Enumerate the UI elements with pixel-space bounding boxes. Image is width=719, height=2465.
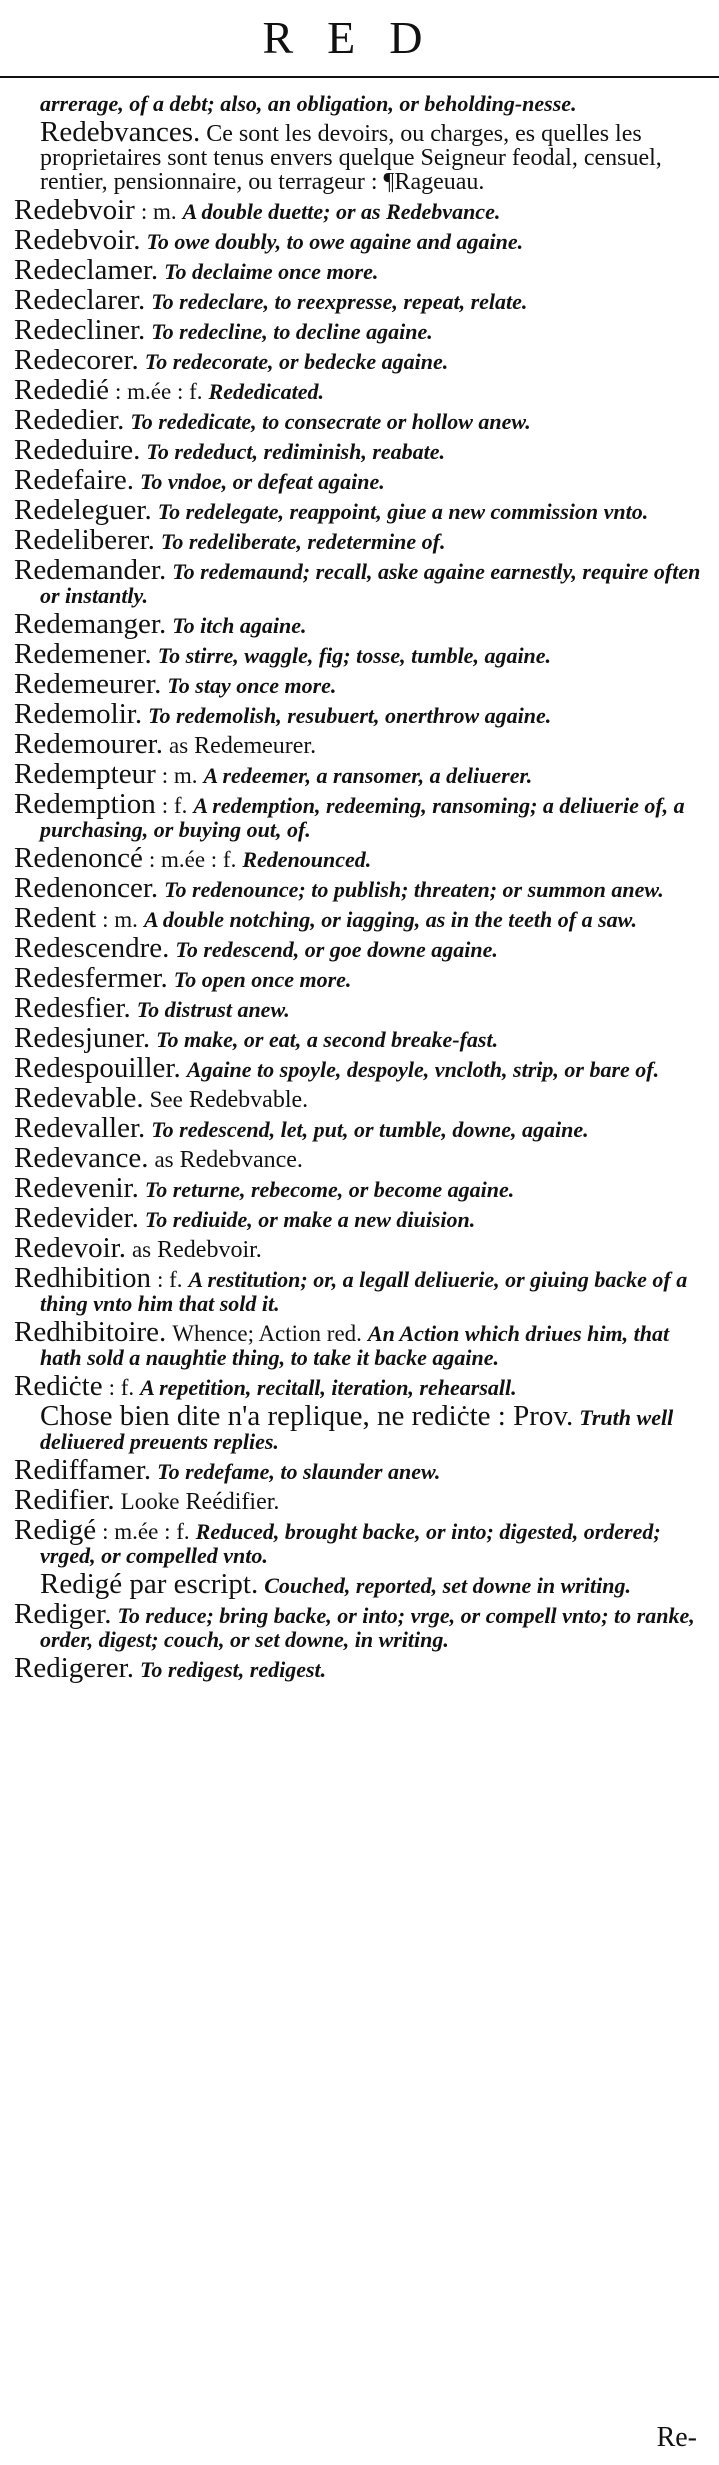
entry-headword: Redigé (14, 1514, 97, 1546)
entry-crossref: Redebvable. (188, 1087, 309, 1113)
dictionary-entry (14, 758, 712, 790)
entry-definition: Rededicated. (208, 379, 324, 404)
entry-definition: To reduce; bring backe, or into; vrge, or compell vnto; to ranke, order, digest; couch, or set downe, in writing. (40, 1603, 695, 1652)
entry-definition: To redeliberate, redetermine of. (160, 529, 446, 554)
dictionary-entry (14, 1514, 712, 1568)
entry-grammar: : f. (156, 1267, 183, 1292)
entry-crossref: Reédifier. (185, 1489, 280, 1515)
entry-headword: Redeleguer. (14, 494, 152, 526)
entry-headword: Redeliberer. (14, 524, 155, 556)
page-header: RED (262, 12, 457, 63)
entry-headword: Rediger. (14, 1598, 112, 1630)
dictionary-entry (40, 1568, 712, 1600)
entry-definition: A redemption, redeeming, ransoming; a deliuerie of, a purchasing, or buying out, of. (40, 793, 685, 842)
entry-headword: Rededuire. (14, 434, 141, 466)
entry-definition: To redescend, or goe downe againe. (175, 937, 498, 962)
dictionary-entry (14, 992, 712, 1024)
entry-definition: To redecorate, or bedecke againe. (144, 349, 449, 374)
dictionary-entry (14, 1142, 712, 1174)
dictionary-entry (14, 1022, 712, 1054)
entry-definition: Couched, reported, set downe in writing. (264, 1573, 631, 1598)
dictionary-entry (14, 1202, 712, 1234)
dictionary-entry (14, 668, 712, 700)
entry-definition: To declaime once more. (164, 259, 379, 284)
entry-headword: Redenoncé (14, 842, 143, 874)
entry-headword: Redenoncer. (14, 872, 159, 904)
entry-headword: Redesfier. (14, 992, 131, 1024)
entry-headword: Rediffamer. (14, 1454, 152, 1486)
entry-crossref: Redemeurer. (194, 733, 317, 759)
entry-headword: Redecorer. (14, 344, 139, 376)
entry-headword: Rededié (14, 374, 110, 406)
dictionary-entry (14, 1652, 712, 1684)
dictionary-entry (14, 464, 712, 496)
dictionary-entry (14, 872, 712, 904)
entry-headword: Redemanger. (14, 608, 167, 640)
dictionary-entry (14, 698, 712, 730)
entry-definition: To redigest, redigest. (139, 1657, 327, 1682)
entry-definition: To redemolish, resubuert, onerthrow againe. (148, 703, 552, 728)
entry-definition: A double duette; or as Redebvance. (182, 199, 501, 224)
entry-headword: Redevoir. (14, 1232, 126, 1264)
dictionary-entry (14, 1172, 712, 1204)
entry-headword: Redevenir. (14, 1172, 139, 1204)
dictionary-entry (14, 194, 712, 226)
header-rule (0, 76, 719, 78)
entry-crossref: Redebvoir. (157, 1237, 262, 1263)
entry-definition: Reduced, brought backe, or into; digested, ordered; vrged, or compelled vnto. (40, 1519, 661, 1568)
entry-definition: To itch againe. (172, 613, 307, 638)
dictionary-entry (14, 374, 712, 406)
entry-definition: arrerage, of a debt; also, an obligation, or beholding-nesse. (40, 91, 577, 116)
dictionary-entry (14, 902, 712, 934)
dictionary-entry (14, 1454, 712, 1486)
entry-headword: Redevance. (14, 1142, 149, 1174)
entry-definition: To rediuide, or make a new diuision. (144, 1207, 476, 1232)
entry-grammar: as (154, 1147, 174, 1172)
entry-headword: Redebvoir. (14, 224, 141, 256)
entry-grammar: : m. (161, 763, 198, 788)
entry-headword: Redevaller. (14, 1112, 146, 1144)
entry-definition: To rededicate, to consecrate or hollow anew. (130, 409, 531, 434)
entry-headword: Redeclarer. (14, 284, 146, 316)
entry-definition: Redenounced. (242, 847, 372, 872)
dictionary-column (14, 92, 712, 1686)
entry-definition: An Action which driues him, that hath sold a naughtie thing, to take it backe againe. (40, 1321, 670, 1370)
entry-headword: Redigé par escript. (40, 1568, 259, 1600)
dictionary-entry (40, 116, 712, 195)
entry-grammar: as (131, 1237, 152, 1262)
dictionary-entry (14, 1232, 712, 1264)
entry-definition: To redeclare, to reexpresse, repeat, relate. (151, 289, 528, 314)
entry-grammar: : m. (140, 199, 177, 224)
entry-grammar: : f. (161, 793, 188, 818)
entry-definition: To redenounce; to publish; threaten; or summon anew. (164, 877, 664, 902)
entry-definition: A repetition, recitall, iteration, rehearsall. (140, 1375, 517, 1400)
entry-definition: Truth well deliuered preuents replies. (40, 1405, 674, 1454)
entry-headword: Redesfermer. (14, 962, 168, 994)
entry-definition: To redescend, let, put, or tumble, downe, againe. (151, 1117, 589, 1142)
entry-definition: To open once more. (173, 967, 352, 992)
entry-headword: Rededier. (14, 404, 125, 436)
entry-headword: Redempteur (14, 758, 156, 790)
entry-definition: To owe doubly, to owe againe and againe. (146, 229, 524, 254)
entry-definition: To rededuct, rediminish, reabate. (146, 439, 446, 464)
dictionary-entry (14, 842, 712, 874)
dictionary-entry (14, 284, 712, 316)
entry-crossref: Redebvance. (179, 1147, 303, 1173)
entry-headword: Redemander. (14, 554, 167, 586)
dictionary-entry (14, 554, 712, 608)
dictionary-entry (14, 1082, 712, 1114)
entry-headword: Redhibition (14, 1262, 151, 1294)
entry-definition: To redecline, to decline againe. (151, 319, 433, 344)
dictionary-entry (14, 1052, 712, 1084)
entry-definition: To vndoe, or defeat againe. (139, 469, 385, 494)
entry-grammar: Looke (120, 1489, 180, 1514)
dictionary-entry (14, 92, 712, 116)
dictionary-entry (14, 962, 712, 994)
entry-grammar: as (168, 733, 189, 758)
entry-definition: To stirre, waggle, fig; tosse, tumble, againe. (157, 643, 552, 668)
entry-grammar: : m.ée : f. (102, 1519, 190, 1544)
entry-headword: Redevable. (14, 1082, 144, 1114)
entry-headword: Rediċte (14, 1370, 103, 1402)
dictionary-entry (14, 728, 712, 760)
dictionary-entry (14, 524, 712, 556)
entry-headword: Redemener. (14, 638, 152, 670)
entry-definition: To make, or eat, a second breake-fast. (156, 1027, 499, 1052)
entry-headword: Redifier. (14, 1484, 115, 1516)
entry-grammar: : m. (102, 907, 138, 932)
entry-definition: To distrust anew. (136, 997, 290, 1022)
dictionary-entry (14, 494, 712, 526)
dictionary-entry (14, 1262, 712, 1316)
entry-grammar: See (149, 1087, 183, 1112)
entry-headword: Redemeurer. (14, 668, 162, 700)
entry-definition: Againe to spoyle, despoyle, vncloth, strip, or bare of. (186, 1057, 660, 1082)
entry-grammar: : m.ée : f. (115, 379, 203, 404)
entry-headword: Redemption (14, 788, 156, 820)
dictionary-entry (14, 788, 712, 842)
entry-headword: Redhibitoire. (14, 1316, 167, 1348)
dictionary-entry (14, 932, 712, 964)
dictionary-entry (14, 638, 712, 670)
dictionary-entry (14, 224, 712, 256)
entry-headword: Redesjuner. (14, 1022, 151, 1054)
catchword: Re- (656, 2422, 697, 2453)
entry-headword: Redeclamer. (14, 254, 159, 286)
entry-headword: Chose bien dite n'a replique, ne rediċte : Prov. (40, 1400, 574, 1432)
entry-headword: Redecliner. (14, 314, 146, 346)
entry-headword: Redevider. (14, 1202, 139, 1234)
dictionary-entry (14, 1112, 712, 1144)
entry-definition: To redelegate, reappoint, giue a new commission vnto. (157, 499, 649, 524)
dictionary-entry (40, 1400, 712, 1454)
entry-grammar: : m.ée : f. (148, 847, 237, 872)
entry-definition: A double notching, or iagging, as in the teeth of a saw. (143, 907, 637, 932)
entry-grammar: : f. (108, 1375, 135, 1400)
entry-definition: To redefame, to slaunder anew. (157, 1459, 441, 1484)
entry-headword: Redespouiller. (14, 1052, 181, 1084)
entry-headword: Redefaire. (14, 464, 134, 496)
entry-headword: Redebvoir (14, 194, 135, 226)
entry-headword: Redemourer. (14, 728, 163, 760)
dictionary-entry (14, 344, 712, 376)
dictionary-entry (14, 1316, 712, 1370)
entry-headword: Redigerer. (14, 1652, 134, 1684)
entry-definition: Ce sont les devoirs, ou charges, es quelles les proprietaires sont tenus envers quelque Seigneur feodal, censuel, rentier, pensionnaire, ou terrageur : ¶Rageuau. (40, 121, 662, 195)
dictionary-entry (14, 608, 712, 640)
dictionary-entry (14, 404, 712, 436)
entry-definition: To stay once more. (167, 673, 337, 698)
entry-headword: Redescendre. (14, 932, 170, 964)
dictionary-entry (14, 434, 712, 466)
dictionary-entry (14, 1370, 712, 1402)
dictionary-entry (14, 254, 712, 286)
dictionary-entry (14, 314, 712, 346)
entry-grammar: Whence; Action red. (172, 1321, 362, 1346)
entry-definition: To redemaund; recall, aske againe earnestly, require often or instantly. (40, 559, 701, 608)
entry-definition: A restitution; or, a legall deliuerie, or giuing backe of a thing vnto him that sold it. (40, 1267, 688, 1316)
entry-headword: Redent (14, 902, 97, 934)
dictionary-entry (14, 1484, 712, 1516)
dictionary-entry (14, 1598, 712, 1652)
entry-headword: Redemolir. (14, 698, 143, 730)
entry-definition: A redeemer, a ransomer, a deliuerer. (203, 763, 533, 788)
entry-definition: To returne, rebecome, or become againe. (144, 1177, 515, 1202)
entry-headword: Redebvances. (40, 116, 201, 148)
